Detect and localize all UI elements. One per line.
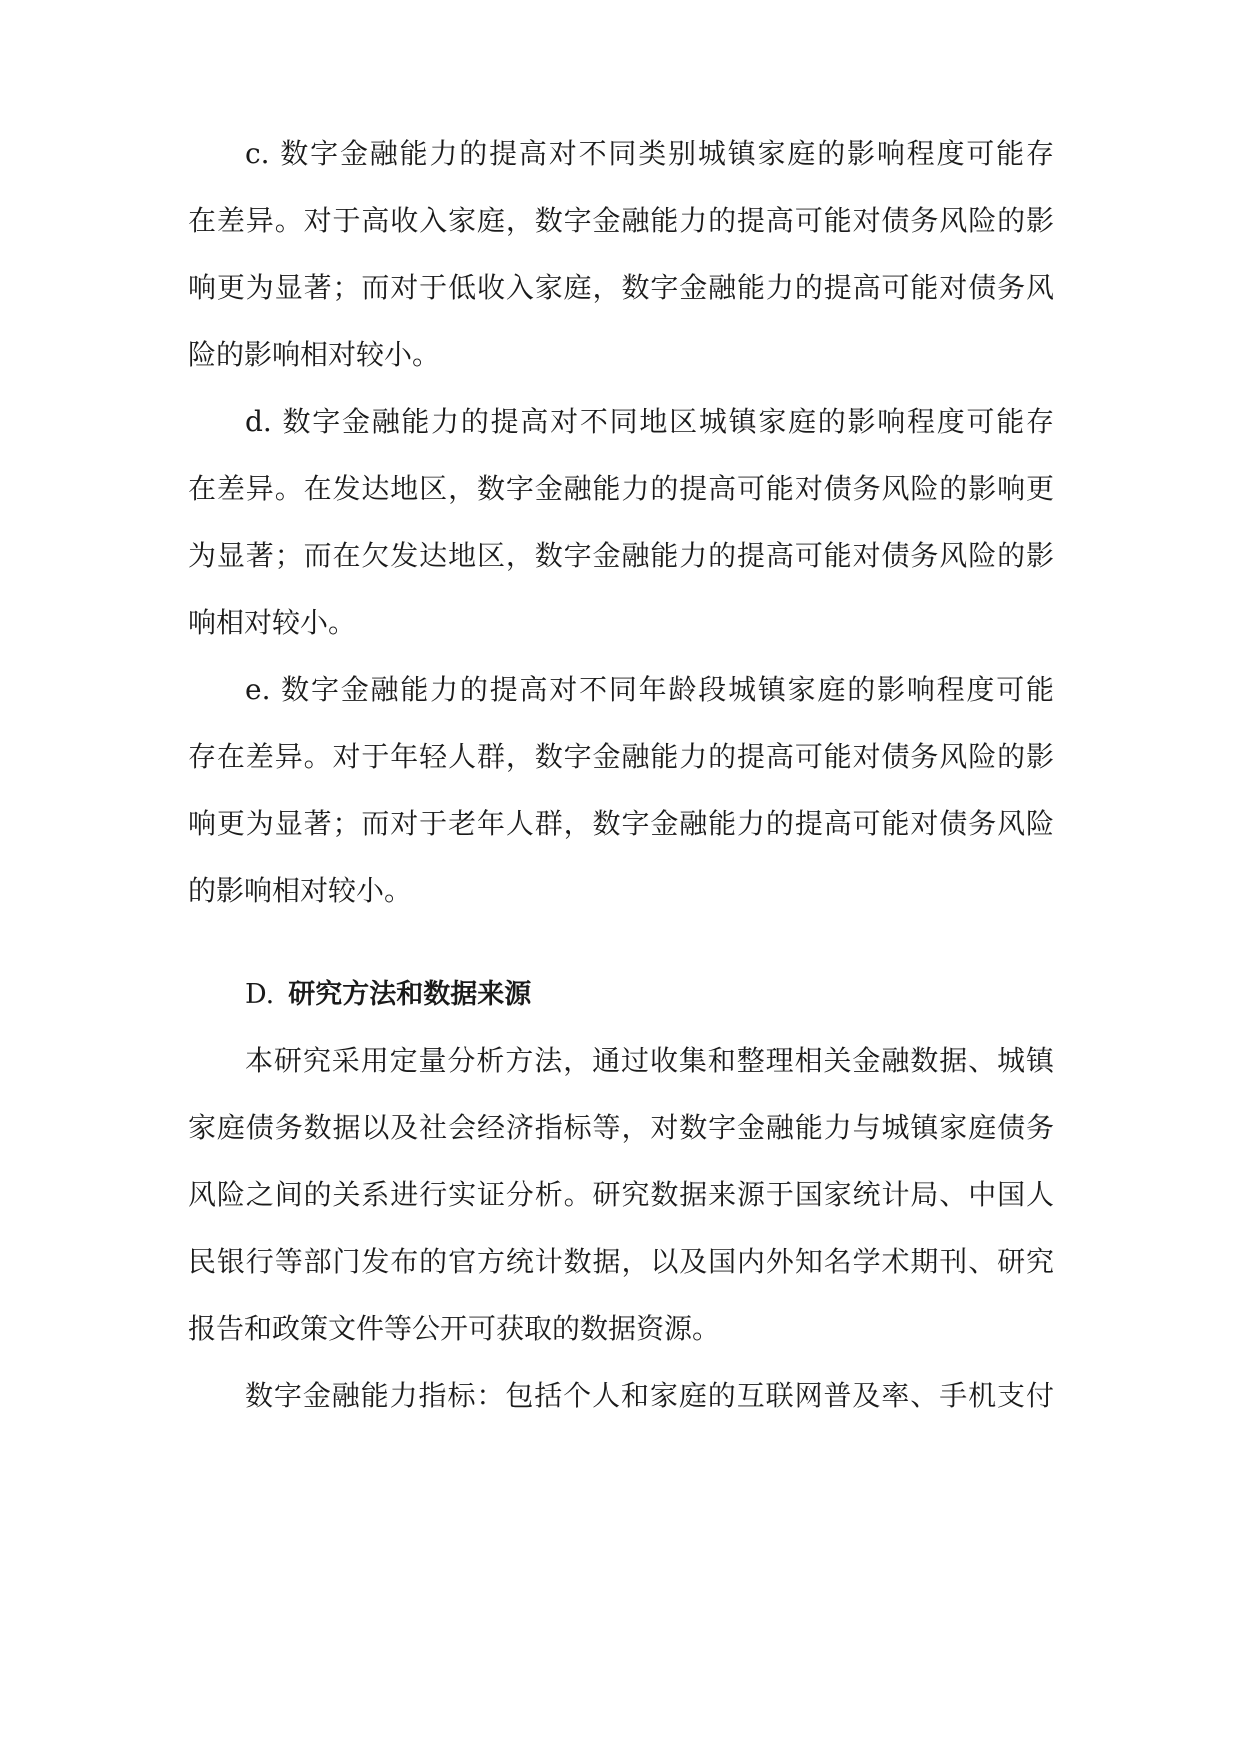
paragraph-e-line-4: 的影响相对较小。: [188, 874, 413, 907]
paragraph-c-line-2: 在差异。对于高收入家庭，数字金融能力的提高可能对债务风险的影: [188, 204, 1054, 237]
paragraph-e-line-3: 响更为显著；而对于老年人群，数字金融能力的提高可能对债务风险: [188, 807, 1054, 840]
paragraph-method-line-4: 民银行等部门发布的官方统计数据，以及国内外知名学术期刊、研究: [188, 1245, 1054, 1278]
paragraph-e-line-1: e. 数字金融能力的提高对不同年龄段城镇家庭的影响程度可能: [245, 673, 1054, 706]
paragraph-method-line-5: 报告和政策文件等公开可获取的数据资源。: [188, 1312, 721, 1345]
paragraph-c-line-3: 响更为显著；而对于低收入家庭，数字金融能力的提高可能对债务风: [188, 271, 1054, 304]
paragraph-d-line-2: 在差异。在发达地区，数字金融能力的提高可能对债务风险的影响更: [188, 472, 1054, 505]
paragraph-c-line-4: 险的影响相对较小。: [188, 338, 441, 371]
paragraph-d-line-1: d. 数字金融能力的提高对不同地区城镇家庭的影响程度可能存: [245, 405, 1054, 438]
paragraph-method-line-1: 本研究采用定量分析方法，通过收集和整理相关金融数据、城镇: [245, 1044, 1054, 1077]
section-heading-title: 研究方法和数据来源: [288, 979, 532, 1010]
paragraph-d-line-3: 为显著；而在欠发达地区，数字金融能力的提高可能对债务风险的影: [188, 539, 1054, 572]
paragraph-indicator-line-1: 数字金融能力指标：包括个人和家庭的互联网普及率、手机支付: [245, 1379, 1054, 1412]
section-heading-number: D.: [245, 979, 275, 1010]
section-heading: [245, 975, 1054, 1015]
paragraph-c-line-1: c. 数字金融能力的提高对不同类别城镇家庭的影响程度可能存: [245, 137, 1054, 170]
paragraph-d-line-4: 响相对较小。: [188, 606, 357, 639]
paragraph-method-line-3: 风险之间的关系进行实证分析。研究数据来源于国家统计局、中国人: [188, 1178, 1054, 1211]
paragraph-method-line-2: 家庭债务数据以及社会经济指标等，对数字金融能力与城镇家庭债务: [188, 1111, 1054, 1144]
paragraph-e-line-2: 存在差异。对于年轻人群，数字金融能力的提高可能对债务风险的影: [188, 740, 1054, 773]
